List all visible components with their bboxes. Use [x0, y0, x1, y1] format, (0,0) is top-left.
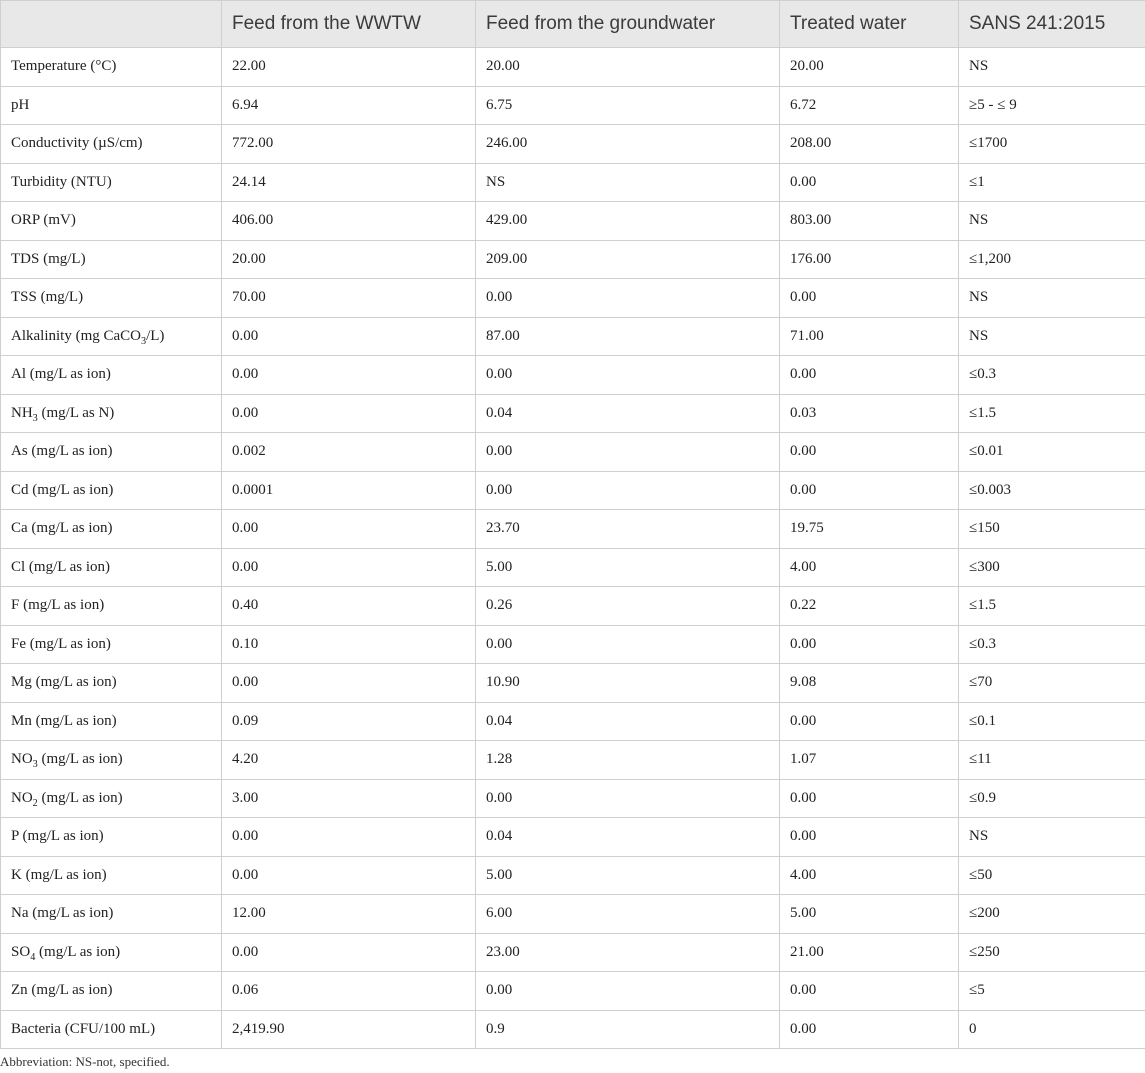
parameter-text: NO — [11, 751, 33, 768]
groundwater-feed-cell: 0.00 — [476, 471, 780, 510]
treated-water-cell: 176.00 — [780, 240, 959, 279]
wwtw-feed-cell: 0.002 — [222, 433, 476, 472]
table-row — [1, 279, 1145, 318]
treated-water-cell: 0.00 — [780, 279, 959, 318]
sans-limit-cell: ≤1 — [959, 163, 1145, 202]
table-row — [1, 548, 1145, 587]
treated-water-cell: 0.00 — [780, 1010, 959, 1049]
sans-limit-cell: NS — [959, 48, 1145, 87]
treated-water-cell: 0.00 — [780, 702, 959, 741]
header-wwtw-feed: Feed from the WWTW — [222, 1, 476, 48]
wwtw-feed-cell: 406.00 — [222, 202, 476, 241]
table-row — [1, 202, 1145, 241]
parameter-cell: TSS (mg/L) — [1, 279, 222, 318]
treated-water-cell: 1.07 — [780, 741, 959, 780]
parameter-cell: Ca (mg/L as ion) — [1, 510, 222, 549]
wwtw-feed-cell: 0.00 — [222, 394, 476, 433]
treated-water-cell: 0.00 — [780, 163, 959, 202]
groundwater-feed-cell: 6.75 — [476, 86, 780, 125]
parameter-unit: (mg/L as ion) — [37, 751, 123, 768]
sans-limit-cell: 0 — [959, 1010, 1145, 1049]
parameter-cell: Mn (mg/L as ion) — [1, 702, 222, 741]
table-row — [1, 702, 1145, 741]
groundwater-feed-cell: 0.26 — [476, 587, 780, 626]
parameter-cell: P (mg/L as ion) — [1, 818, 222, 857]
parameter-cell: K (mg/L as ion) — [1, 856, 222, 895]
table-row — [1, 433, 1145, 472]
sans-limit-cell: ≤300 — [959, 548, 1145, 587]
header-groundwater-feed: Feed from the groundwater — [476, 1, 780, 48]
table-row — [1, 1010, 1145, 1049]
sans-limit-cell: NS — [959, 317, 1145, 356]
parameter-cell: As (mg/L as ion) — [1, 433, 222, 472]
table-row — [1, 779, 1145, 818]
table-row — [1, 664, 1145, 703]
parameter-cell: F (mg/L as ion) — [1, 587, 222, 626]
sans-limit-cell: ≤0.3 — [959, 625, 1145, 664]
wwtw-feed-cell: 0.00 — [222, 548, 476, 587]
groundwater-feed-cell: 429.00 — [476, 202, 780, 241]
table-row — [1, 471, 1145, 510]
groundwater-feed-cell: 87.00 — [476, 317, 780, 356]
parameter-subscript: 3 — [32, 759, 38, 771]
parameter-subscript: 4 — [30, 951, 36, 963]
wwtw-feed-cell: 4.20 — [222, 741, 476, 780]
sans-limit-cell: ≤1700 — [959, 125, 1145, 164]
parameter-cell: Temperature (°C) — [1, 48, 222, 87]
wwtw-feed-cell: 0.09 — [222, 702, 476, 741]
parameter-subscript: 3 — [141, 335, 147, 347]
treated-water-cell: 9.08 — [780, 664, 959, 703]
table-row — [1, 48, 1145, 87]
sans-limit-cell: ≤1.5 — [959, 394, 1145, 433]
groundwater-feed-cell: 6.00 — [476, 895, 780, 934]
wwtw-feed-cell: 0.00 — [222, 317, 476, 356]
treated-water-cell: 6.72 — [780, 86, 959, 125]
sans-limit-cell: ≤1,200 — [959, 240, 1145, 279]
wwtw-feed-cell: 0.00 — [222, 356, 476, 395]
sans-limit-cell: ≤70 — [959, 664, 1145, 703]
treated-water-cell: 0.00 — [780, 779, 959, 818]
groundwater-feed-cell: 0.9 — [476, 1010, 780, 1049]
treated-water-cell: 0.00 — [780, 433, 959, 472]
table-footnote: Abbreviation: NS-not, specified. — [0, 1054, 170, 1069]
parameter-cell — [1, 779, 222, 818]
parameter-cell — [1, 741, 222, 780]
header-treated-water: Treated water — [780, 1, 959, 48]
table-row — [1, 972, 1145, 1011]
groundwater-feed-cell: 1.28 — [476, 741, 780, 780]
wwtw-feed-cell: 20.00 — [222, 240, 476, 279]
parameter-subscript: 2 — [32, 797, 38, 809]
parameter-subscript: 3 — [32, 412, 38, 424]
parameter-unit: /L) — [146, 327, 165, 344]
wwtw-feed-cell: 0.10 — [222, 625, 476, 664]
sans-limit-cell: ≤11 — [959, 741, 1145, 780]
sans-limit-cell: ≤5 — [959, 972, 1145, 1011]
groundwater-feed-cell: 0.00 — [476, 433, 780, 472]
wwtw-feed-cell: 22.00 — [222, 48, 476, 87]
header-sans-limit: SANS 241:2015 — [959, 1, 1145, 48]
table-row — [1, 240, 1145, 279]
treated-water-cell: 0.00 — [780, 471, 959, 510]
parameter-cell: Cd (mg/L as ion) — [1, 471, 222, 510]
table-row — [1, 587, 1145, 626]
treated-water-cell: 20.00 — [780, 48, 959, 87]
groundwater-feed-cell: 0.00 — [476, 356, 780, 395]
treated-water-cell: 0.00 — [780, 356, 959, 395]
sans-limit-cell: ≤1.5 — [959, 587, 1145, 626]
parameter-unit: (mg/L as N) — [37, 404, 115, 421]
parameter-cell: Al (mg/L as ion) — [1, 356, 222, 395]
groundwater-feed-cell: 5.00 — [476, 856, 780, 895]
wwtw-feed-cell: 0.00 — [222, 664, 476, 703]
treated-water-cell: 4.00 — [780, 856, 959, 895]
groundwater-feed-cell: 5.00 — [476, 548, 780, 587]
groundwater-feed-cell: 0.04 — [476, 818, 780, 857]
treated-water-cell: 208.00 — [780, 125, 959, 164]
table-row — [1, 856, 1145, 895]
table-row — [1, 86, 1145, 125]
wwtw-feed-cell: 0.00 — [222, 818, 476, 857]
parameter-text: NO — [11, 789, 33, 806]
wwtw-feed-cell: 0.00 — [222, 510, 476, 549]
table-row — [1, 625, 1145, 664]
groundwater-feed-cell: NS — [476, 163, 780, 202]
groundwater-feed-cell: 209.00 — [476, 240, 780, 279]
table-row — [1, 741, 1145, 780]
groundwater-feed-cell: 0.00 — [476, 625, 780, 664]
treated-water-cell: 0.00 — [780, 972, 959, 1011]
treated-water-cell: 803.00 — [780, 202, 959, 241]
header-empty-cell — [1, 1, 222, 48]
wwtw-feed-cell: 6.94 — [222, 86, 476, 125]
groundwater-feed-cell: 0.00 — [476, 779, 780, 818]
treated-water-cell: 0.03 — [780, 394, 959, 433]
groundwater-feed-cell: 23.70 — [476, 510, 780, 549]
table-row — [1, 394, 1145, 433]
parameter-cell: Turbidity (NTU) — [1, 163, 222, 202]
wwtw-feed-cell: 2,419.90 — [222, 1010, 476, 1049]
treated-water-cell: 4.00 — [780, 548, 959, 587]
wwtw-feed-cell: 70.00 — [222, 279, 476, 318]
treated-water-cell: 0.22 — [780, 587, 959, 626]
wwtw-feed-cell: 12.00 — [222, 895, 476, 934]
sans-limit-cell: ≤200 — [959, 895, 1145, 934]
parameter-cell: ORP (mV) — [1, 202, 222, 241]
treated-water-cell: 21.00 — [780, 933, 959, 972]
parameter-cell: Cl (mg/L as ion) — [1, 548, 222, 587]
table-row — [1, 933, 1145, 972]
sans-limit-cell: ≤250 — [959, 933, 1145, 972]
parameter-text: SO — [11, 943, 31, 960]
groundwater-feed-cell: 10.90 — [476, 664, 780, 703]
table-row — [1, 317, 1145, 356]
wwtw-feed-cell: 0.0001 — [222, 471, 476, 510]
wwtw-feed-cell: 0.00 — [222, 933, 476, 972]
sans-limit-cell: ≤50 — [959, 856, 1145, 895]
sans-limit-cell: NS — [959, 202, 1145, 241]
treated-water-cell: 0.00 — [780, 818, 959, 857]
sans-limit-cell: ≤0.003 — [959, 471, 1145, 510]
sans-limit-cell: ≤0.01 — [959, 433, 1145, 472]
parameter-text: Alkalinity (mg CaCO — [11, 327, 141, 344]
wwtw-feed-cell: 24.14 — [222, 163, 476, 202]
wwtw-feed-cell: 3.00 — [222, 779, 476, 818]
parameter-cell — [1, 394, 222, 433]
parameter-unit: (mg/L as ion) — [37, 789, 123, 806]
sans-limit-cell: ≤0.3 — [959, 356, 1145, 395]
parameter-cell: Conductivity (µS/cm) — [1, 125, 222, 164]
table-row — [1, 510, 1145, 549]
parameter-cell: Mg (mg/L as ion) — [1, 664, 222, 703]
wwtw-feed-cell: 0.06 — [222, 972, 476, 1011]
table-row — [1, 125, 1145, 164]
parameter-cell: Fe (mg/L as ion) — [1, 625, 222, 664]
parameter-cell — [1, 933, 222, 972]
sans-limit-cell: ≤0.9 — [959, 779, 1145, 818]
wwtw-feed-cell: 0.40 — [222, 587, 476, 626]
sans-limit-cell: NS — [959, 279, 1145, 318]
treated-water-cell: 0.00 — [780, 625, 959, 664]
table-row — [1, 818, 1145, 857]
sans-limit-cell: ≥5 - ≤ 9 — [959, 86, 1145, 125]
treated-water-cell: 5.00 — [780, 895, 959, 934]
groundwater-feed-cell: 0.00 — [476, 972, 780, 1011]
parameter-cell: Na (mg/L as ion) — [1, 895, 222, 934]
groundwater-feed-cell: 246.00 — [476, 125, 780, 164]
groundwater-feed-cell: 0.04 — [476, 394, 780, 433]
wwtw-feed-cell: 0.00 — [222, 856, 476, 895]
groundwater-feed-cell: 23.00 — [476, 933, 780, 972]
sans-limit-cell: NS — [959, 818, 1145, 857]
groundwater-feed-cell: 0.00 — [476, 279, 780, 318]
wwtw-feed-cell: 772.00 — [222, 125, 476, 164]
sans-limit-cell: ≤0.1 — [959, 702, 1145, 741]
table-row — [1, 163, 1145, 202]
treated-water-cell: 19.75 — [780, 510, 959, 549]
parameter-cell: Bacteria (CFU/100 mL) — [1, 1010, 222, 1049]
header-row — [1, 1, 1145, 48]
parameter-cell: Zn (mg/L as ion) — [1, 972, 222, 1011]
sans-limit-cell: ≤150 — [959, 510, 1145, 549]
table-row — [1, 895, 1145, 934]
parameter-cell: TDS (mg/L) — [1, 240, 222, 279]
treated-water-cell: 71.00 — [780, 317, 959, 356]
parameter-text: NH — [11, 404, 33, 421]
groundwater-feed-cell: 20.00 — [476, 48, 780, 87]
groundwater-feed-cell: 0.04 — [476, 702, 780, 741]
parameter-unit: (mg/L as ion) — [35, 943, 121, 960]
parameter-cell: pH — [1, 86, 222, 125]
parameter-cell — [1, 317, 222, 356]
table-row — [1, 356, 1145, 395]
